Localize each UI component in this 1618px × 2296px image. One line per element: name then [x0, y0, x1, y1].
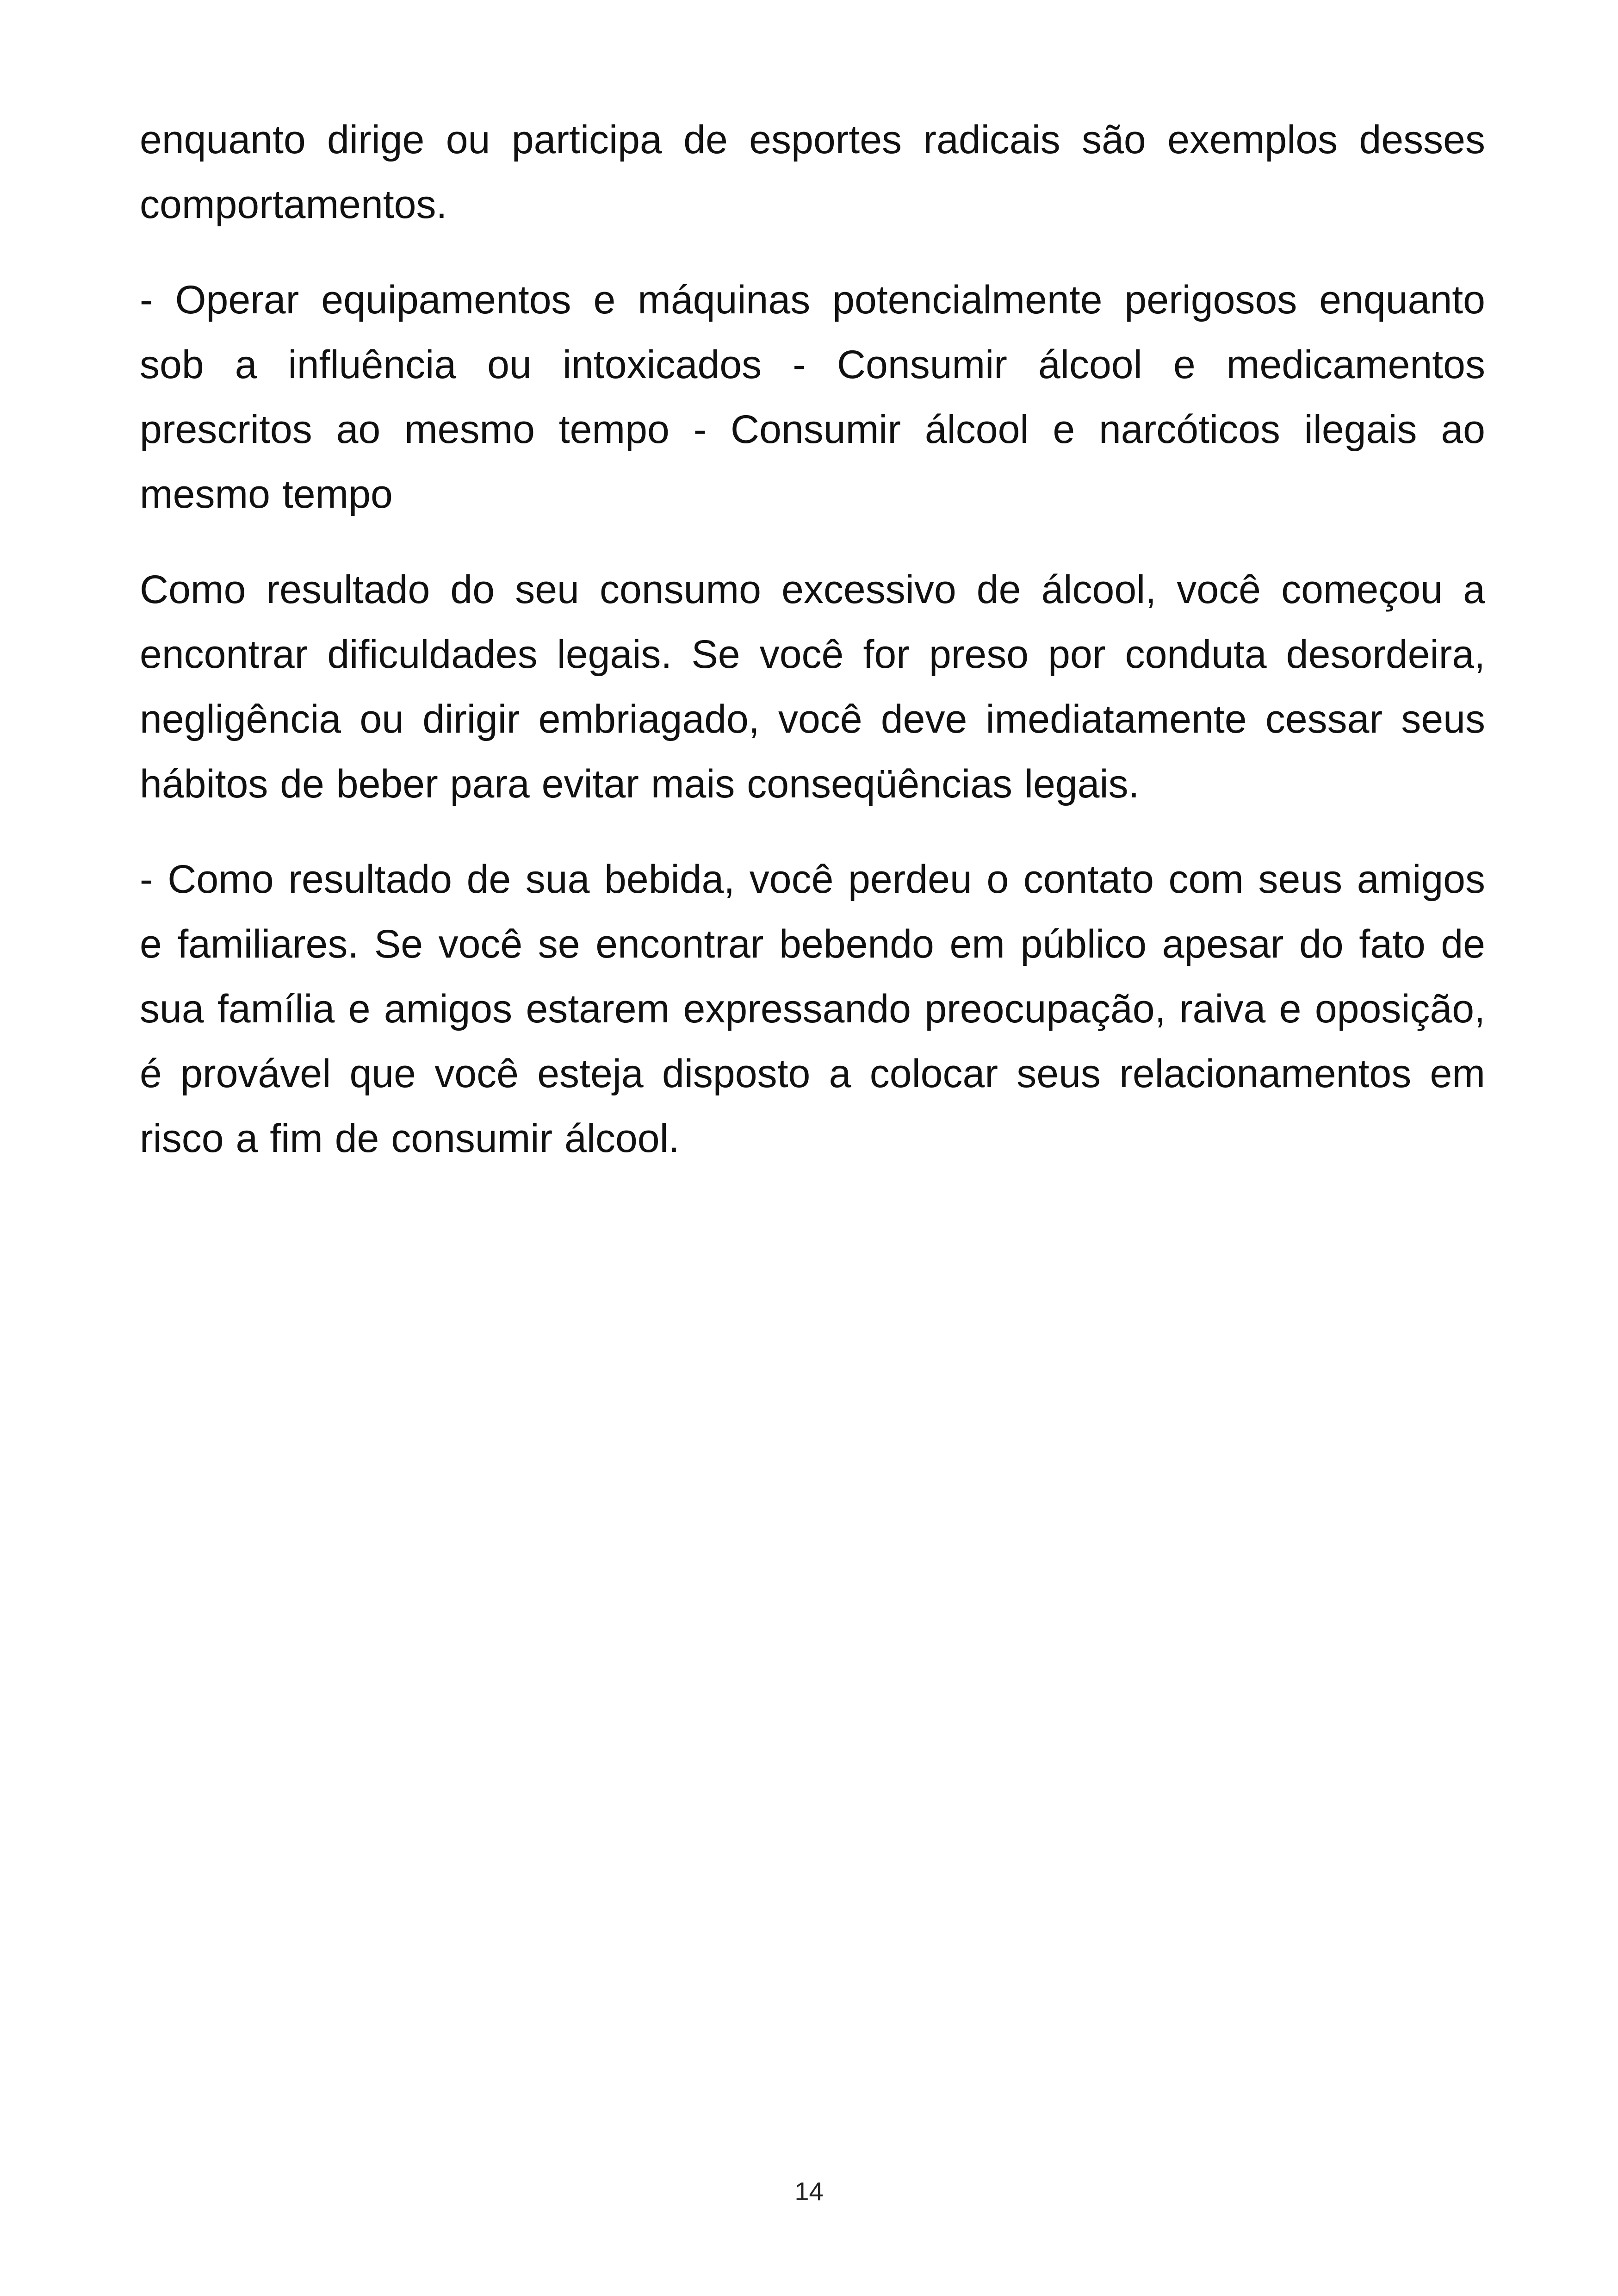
paragraph-2: - Operar equipamentos e máquinas potencialmente perigosos enquanto sob a influência ou intoxicados - Consumir álcool e medicamentos prescritos ao mesmo tempo - Consumir álcool e narcóticos ilegais ao mesmo tempo [140, 278, 1485, 516]
paragraph-4: - Como resultado de sua bebida, você perdeu o contato com seus amigos e familiares. Se você se encontrar bebendo em público apesar do fato de sua família e amigos estarem expressando preocupação, raiva e oposição, é provável que você esteja disposto a colocar seus relacionamentos em risco a fim de consumir álcool. [140, 857, 1485, 1161]
page-body [140, 107, 1485, 1201]
page-number: 14 [794, 2177, 824, 2206]
paragraph-1: enquanto dirige ou participa de esportes radicais são exemplos desses comportamentos. [140, 118, 1485, 227]
paragraph-3: Como resultado do seu consumo excessivo de álcool, você começou a encontrar dificuldades legais. Se você for preso por conduta desordeira, negligência ou dirigir embriagado, você deve imediatamente cessar seus hábitos de beber para evitar mais conseqüências legais. [140, 567, 1485, 806]
